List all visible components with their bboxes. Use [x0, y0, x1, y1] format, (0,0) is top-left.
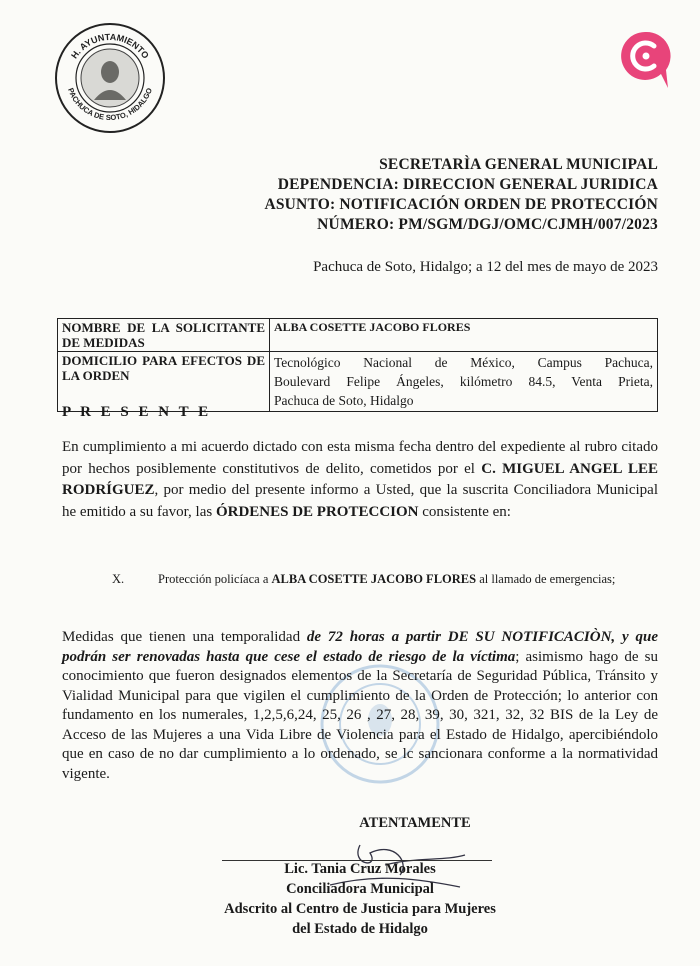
municipal-seal-icon: [54, 22, 166, 134]
applicant-name-label: NOMBRE DE LA SOLICITANTE DE MEDIDAS: [58, 319, 270, 352]
header-line-asunto: ASUNTO: NOTIFICACIÓN ORDEN DE PROTECCIÓN: [264, 196, 658, 213]
address-line-1: Tecnológico Nacional de México, Campus Pachuca,: [274, 355, 653, 370]
signer-office-line-2: del Estado de Hidalgo: [292, 921, 428, 937]
item-text-a: Protección policíaca a: [158, 572, 272, 586]
svg-text:H. AYUNTAMIENTO: H. AYUNTAMIENTO: [69, 31, 151, 61]
item-text-b: al llamado de emergencias;: [476, 572, 616, 586]
paragraph-measures-text-a: Medidas que tienen una temporalidad: [62, 629, 307, 645]
paragraph-measures-text-b: ; asimismo hago de su conocimiento que fueron designados elementos de la Secretaría de Seguridad Pública, Tránsito y Vialidad Municipal para que vigilen el cumplimiento de la Orden de Protección; lo anterior con fundamento en los numerales, 1,2,5,6,24, 25, 26 , 27, 28, 39, 30, 321, 32, 32 BIS de la Ley de Acceso de las Mujeres a una Vida Libre de Violencia para el Estado de Hidalgo, apercibiéndolo que en caso de no dar cumplimiento a lo ordenado, se lc sancionara conforme a la normatividad vigente.: [62, 648, 658, 782]
paragraph-measures: [62, 628, 658, 784]
presente-heading: P R E S E N T E: [62, 404, 212, 420]
item-number: X.: [112, 572, 125, 586]
item-beneficiary-name: ALBA COSETTE JACOBO FLORES: [271, 572, 477, 586]
address-value: [270, 352, 658, 412]
address-label: DOMICILIO PARA EFECTOS DE LA ORDEN: [58, 352, 270, 412]
accused-name: C. MIGUEL ANGEL LEE RODRÍGUEZ: [62, 460, 658, 498]
date-line: Pachuca de Soto, Hidalgo; a 12 del mes de mayo de 2023: [313, 259, 658, 275]
signature-block: [150, 813, 570, 939]
signer-name: Lic. Tania Cruz Morales: [284, 861, 436, 877]
header-line-secretaria: SECRETARÌA GENERAL MUNICIPAL: [379, 156, 658, 173]
protection-measure-item: [112, 572, 615, 587]
table-row: [58, 352, 658, 412]
temporality-emphasis: de 72 horas a partir DE SU NOTIFICACIÒN, y que podrán ser renovadas hasta que cese el estado de riesgo de la víctima: [62, 629, 658, 665]
address-line-2: Boulevard Felipe Ángeles, kilómetro 84.5, Venta Prieta,: [274, 374, 653, 389]
document-header: [264, 155, 658, 235]
table-row: [58, 319, 658, 352]
paragraph-intro: [62, 437, 658, 523]
paragraph-intro-text-c: consistente en:: [418, 503, 511, 520]
header-line-numero: NÚMERO: PM/SGM/DGJ/OMC/CJMH/007/2023: [317, 216, 658, 233]
paragraph-intro-text-b: , por medio del presente informo a Usted, que la suscrita Conciliadora Municipal he emitido a su favor, las: [62, 482, 658, 520]
applicant-name-value: ALBA COSETTE JACOBO FLORES: [270, 319, 658, 352]
signer-role: Conciliadora Municipal: [286, 881, 434, 897]
address-line-3: Pachuca de Soto, Hidalgo: [274, 393, 414, 408]
svg-text:PACHUCA DE SOTO, HIDALGO: PACHUCA DE SOTO, HIDALGO: [66, 86, 154, 123]
header-line-dependencia: DEPENDENCIA: DIRECCION GENERAL JURIDICA: [277, 176, 658, 193]
media-logo-icon: [616, 28, 674, 92]
signer-office-line-1: Adscrito al Centro de Justicia para Mujeres: [224, 901, 496, 917]
applicant-info-table: [57, 318, 658, 412]
protection-orders-label: ÓRDENES DE PROTECCION: [215, 503, 419, 520]
paragraph-intro-text-a: En cumplimiento a mi acuerdo dictado con esta misma fecha dentro del expediente al rubro citado por hechos posiblemente constitutivos de delito, cometidos por el: [62, 439, 658, 477]
closing-atentamente: ATENTAMENTE: [359, 815, 471, 831]
